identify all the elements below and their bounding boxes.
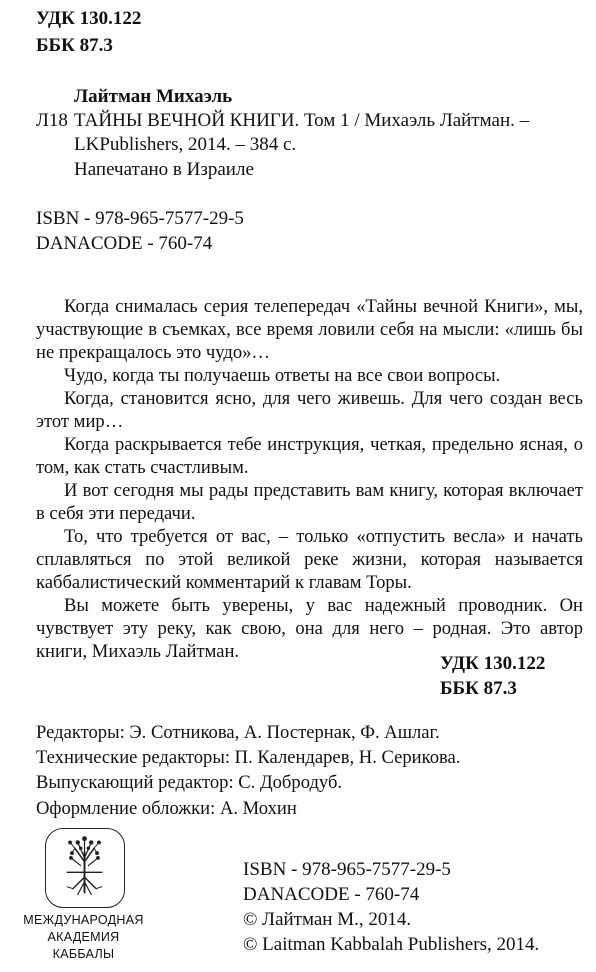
credits-managing-editor: Выпускающий редактор: С. Добродуб.	[36, 772, 343, 793]
catalog-line-title: ТАЙНЫ ВЕЧНОЙ КНИГИ. Том 1 / Михаэль Лайтман. –	[74, 110, 530, 131]
credits-editors: Редакторы: Э. Сотникова, А. Постернак, Ф. Ашлаг.	[36, 722, 440, 743]
udk-code-top: УДК 130.122	[36, 8, 142, 29]
publisher-logo-line2: АКАДЕМИЯ	[47, 930, 120, 944]
tree-with-roots-icon	[46, 829, 123, 906]
publisher-logo	[45, 828, 125, 908]
copyright-publisher: © Laitman Kabbalah Publishers, 2014.	[243, 934, 540, 955]
index-code: Л18	[36, 110, 68, 131]
annotation-paragraph: Когда снималась серия телепередач «Тайны вечной Книги», мы, участвующие в съемках, все время ловили себя на мысли: «лишь бы не прекращалось это чудо»…	[36, 296, 583, 363]
author-heading: Лайтман Михаэль	[74, 86, 233, 107]
isbn-bottom: ISBN - 978-965-7577-29-5	[243, 859, 451, 880]
credits-cover-design: Оформление обложки: А. Мохин	[36, 798, 297, 819]
udk-code-bottom: УДК 130.122	[440, 653, 546, 674]
danacode-bottom: DANACODE - 760-74	[243, 884, 420, 905]
annotation-paragraph: Когда раскрывается тебе инструкция, четкая, предельно ясная, о том, как стать счастливым.	[36, 434, 583, 478]
annotation-paragraph: Чудо, когда ты получаешь ответы на все свои вопросы.	[64, 365, 501, 386]
publisher-logo-line1: МЕЖДУНАРОДНАЯ	[23, 913, 144, 927]
annotation-paragraph: Вы можете быть уверены, у вас надежный проводник. Он чувствует эту реку, как свою, она для него – родная. Это автор книги, Михаэль Лайтман.	[36, 595, 583, 662]
copyright-author: © Лайтман М., 2014.	[243, 909, 412, 930]
credits-technical-editors: Технические редакторы: П. Календарев, Н. Серикова.	[36, 747, 461, 768]
danacode-top: DANACODE - 760-74	[36, 233, 213, 254]
isbn-top: ISBN - 978-965-7577-29-5	[36, 208, 244, 229]
annotation-paragraph: И вот сегодня мы рады представить вам книгу, которая включает в себя эти передачи.	[36, 480, 583, 524]
annotation-text	[36, 295, 583, 663]
catalog-line-publisher: LKPublishers, 2014. – 384 с.	[74, 134, 297, 155]
bbk-code-bottom: ББК 87.3	[440, 678, 517, 699]
bbk-code-top: ББК 87.3	[36, 35, 113, 56]
publisher-logo-line3: КАББАЛЫ	[52, 947, 115, 961]
annotation-paragraph: То, что требуется от вас, – только «отпустить весла» и начать сплавляться по этой великой реке жизни, которая называется каббалистический комментарий к главам Торы.	[36, 526, 583, 593]
annotation-paragraph: Когда, становится ясно, для чего живешь. Для чего создан весь этот мир…	[36, 388, 583, 432]
catalog-line-printed: Напечатано в Израиле	[74, 159, 254, 180]
